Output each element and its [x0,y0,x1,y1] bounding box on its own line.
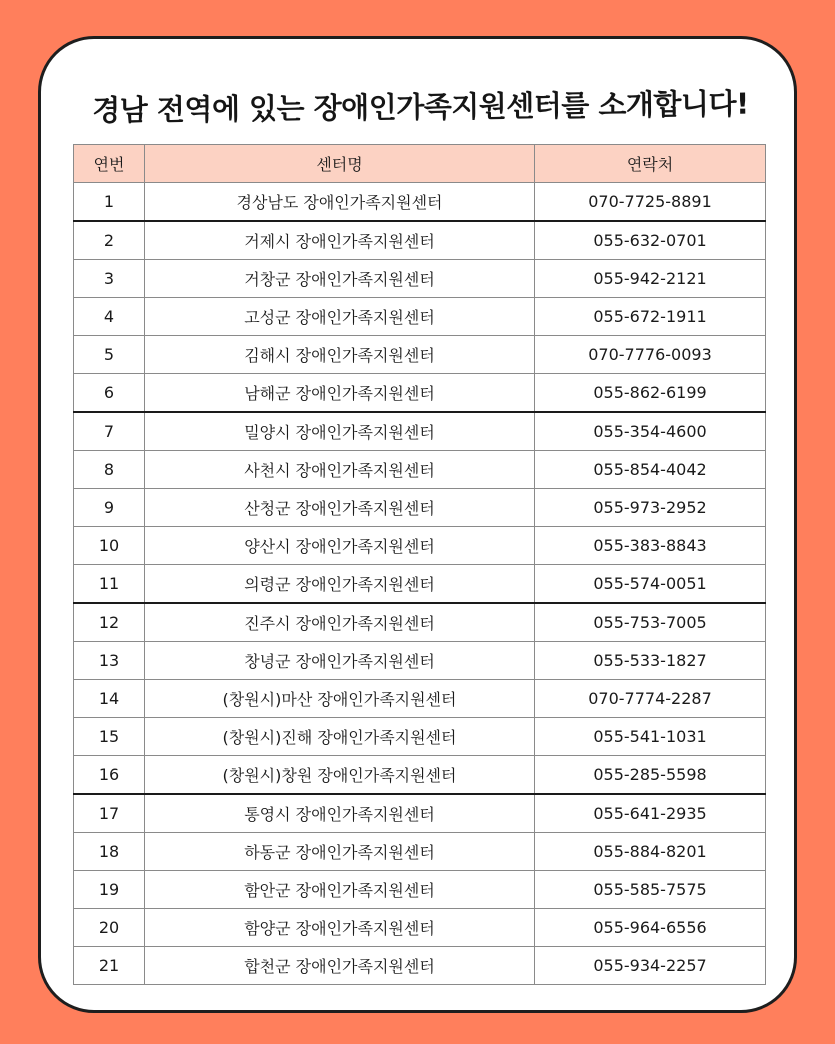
row-center-name: 거제시 장애인가족지원센터 [145,221,535,260]
row-center-name: 거창군 장애인가족지원센터 [145,260,535,298]
table-row [74,183,766,222]
row-contact: 055-884-8201 [535,833,766,871]
table-row [74,680,766,718]
row-contact: 055-942-2121 [535,260,766,298]
row-contact: 055-854-4042 [535,451,766,489]
table-row [74,298,766,336]
row-no: 5 [74,336,145,374]
row-center-name: 합천군 장애인가족지원센터 [145,947,535,985]
table-row [74,718,766,756]
row-no: 4 [74,298,145,336]
row-contact: 055-354-4600 [535,412,766,451]
row-contact: 055-632-0701 [535,221,766,260]
row-no: 3 [74,260,145,298]
row-center-name: 함양군 장애인가족지원센터 [145,909,535,947]
table-row [74,603,766,642]
content-card [38,36,797,1013]
row-no: 21 [74,947,145,985]
row-center-name: 하동군 장애인가족지원센터 [145,833,535,871]
row-contact: 070-7774-2287 [535,680,766,718]
table-row [74,642,766,680]
row-no: 15 [74,718,145,756]
page-title: 경남 전역에 있는 장애인가족지원센터를 소개합니다! [92,86,749,128]
table-row [74,489,766,527]
row-center-name: (창원시)진해 장애인가족지원센터 [145,718,535,756]
row-contact: 055-672-1911 [535,298,766,336]
table-row [74,794,766,833]
row-contact: 070-7776-0093 [535,336,766,374]
row-contact: 055-973-2952 [535,489,766,527]
row-contact: 055-862-6199 [535,374,766,413]
row-no: 13 [74,642,145,680]
row-center-name: 산청군 장애인가족지원센터 [145,489,535,527]
row-center-name: 사천시 장애인가족지원센터 [145,451,535,489]
row-no: 10 [74,527,145,565]
header-center-name: 센터명 [145,145,535,183]
row-no: 14 [74,680,145,718]
row-no: 8 [74,451,145,489]
row-center-name: 창녕군 장애인가족지원센터 [145,642,535,680]
row-no: 2 [74,221,145,260]
row-contact: 055-934-2257 [535,947,766,985]
table-row [74,221,766,260]
table-row [74,947,766,985]
row-contact: 055-541-1031 [535,718,766,756]
table-row [74,374,766,413]
header-contact: 연락처 [535,145,766,183]
table-row [74,412,766,451]
header-no: 연번 [74,145,145,183]
row-center-name: 남해군 장애인가족지원센터 [145,374,535,413]
row-no: 16 [74,756,145,795]
table-row [74,565,766,604]
row-no: 6 [74,374,145,413]
row-contact: 055-533-1827 [535,642,766,680]
row-center-name: 밀양시 장애인가족지원센터 [145,412,535,451]
row-center-name: 고성군 장애인가족지원센터 [145,298,535,336]
table-row [74,260,766,298]
row-no: 19 [74,871,145,909]
row-no: 7 [74,412,145,451]
table-row [74,756,766,795]
row-no: 18 [74,833,145,871]
row-contact: 055-753-7005 [535,603,766,642]
row-no: 9 [74,489,145,527]
row-no: 1 [74,183,145,222]
row-center-name: 양산시 장애인가족지원센터 [145,527,535,565]
table-row [74,527,766,565]
row-no: 20 [74,909,145,947]
row-center-name: 진주시 장애인가족지원센터 [145,603,535,642]
table-row [74,833,766,871]
row-contact: 055-585-7575 [535,871,766,909]
row-contact: 055-964-6556 [535,909,766,947]
table-row [74,451,766,489]
centers-table [73,144,766,985]
row-no: 11 [74,565,145,604]
row-contact: 070-7725-8891 [535,183,766,222]
row-no: 12 [74,603,145,642]
row-center-name: 김해시 장애인가족지원센터 [145,336,535,374]
table-row [74,336,766,374]
table-row [74,871,766,909]
row-contact: 055-574-0051 [535,565,766,604]
row-contact: 055-383-8843 [535,527,766,565]
row-center-name: (창원시)창원 장애인가족지원센터 [145,756,535,795]
row-center-name: 의령군 장애인가족지원센터 [145,565,535,604]
row-contact: 055-641-2935 [535,794,766,833]
table-header-row [74,145,766,183]
row-contact: 055-285-5598 [535,756,766,795]
row-center-name: 통영시 장애인가족지원센터 [145,794,535,833]
row-center-name: 경상남도 장애인가족지원센터 [145,183,535,222]
row-center-name: 함안군 장애인가족지원센터 [145,871,535,909]
table-row [74,909,766,947]
row-no: 17 [74,794,145,833]
row-center-name: (창원시)마산 장애인가족지원센터 [145,680,535,718]
